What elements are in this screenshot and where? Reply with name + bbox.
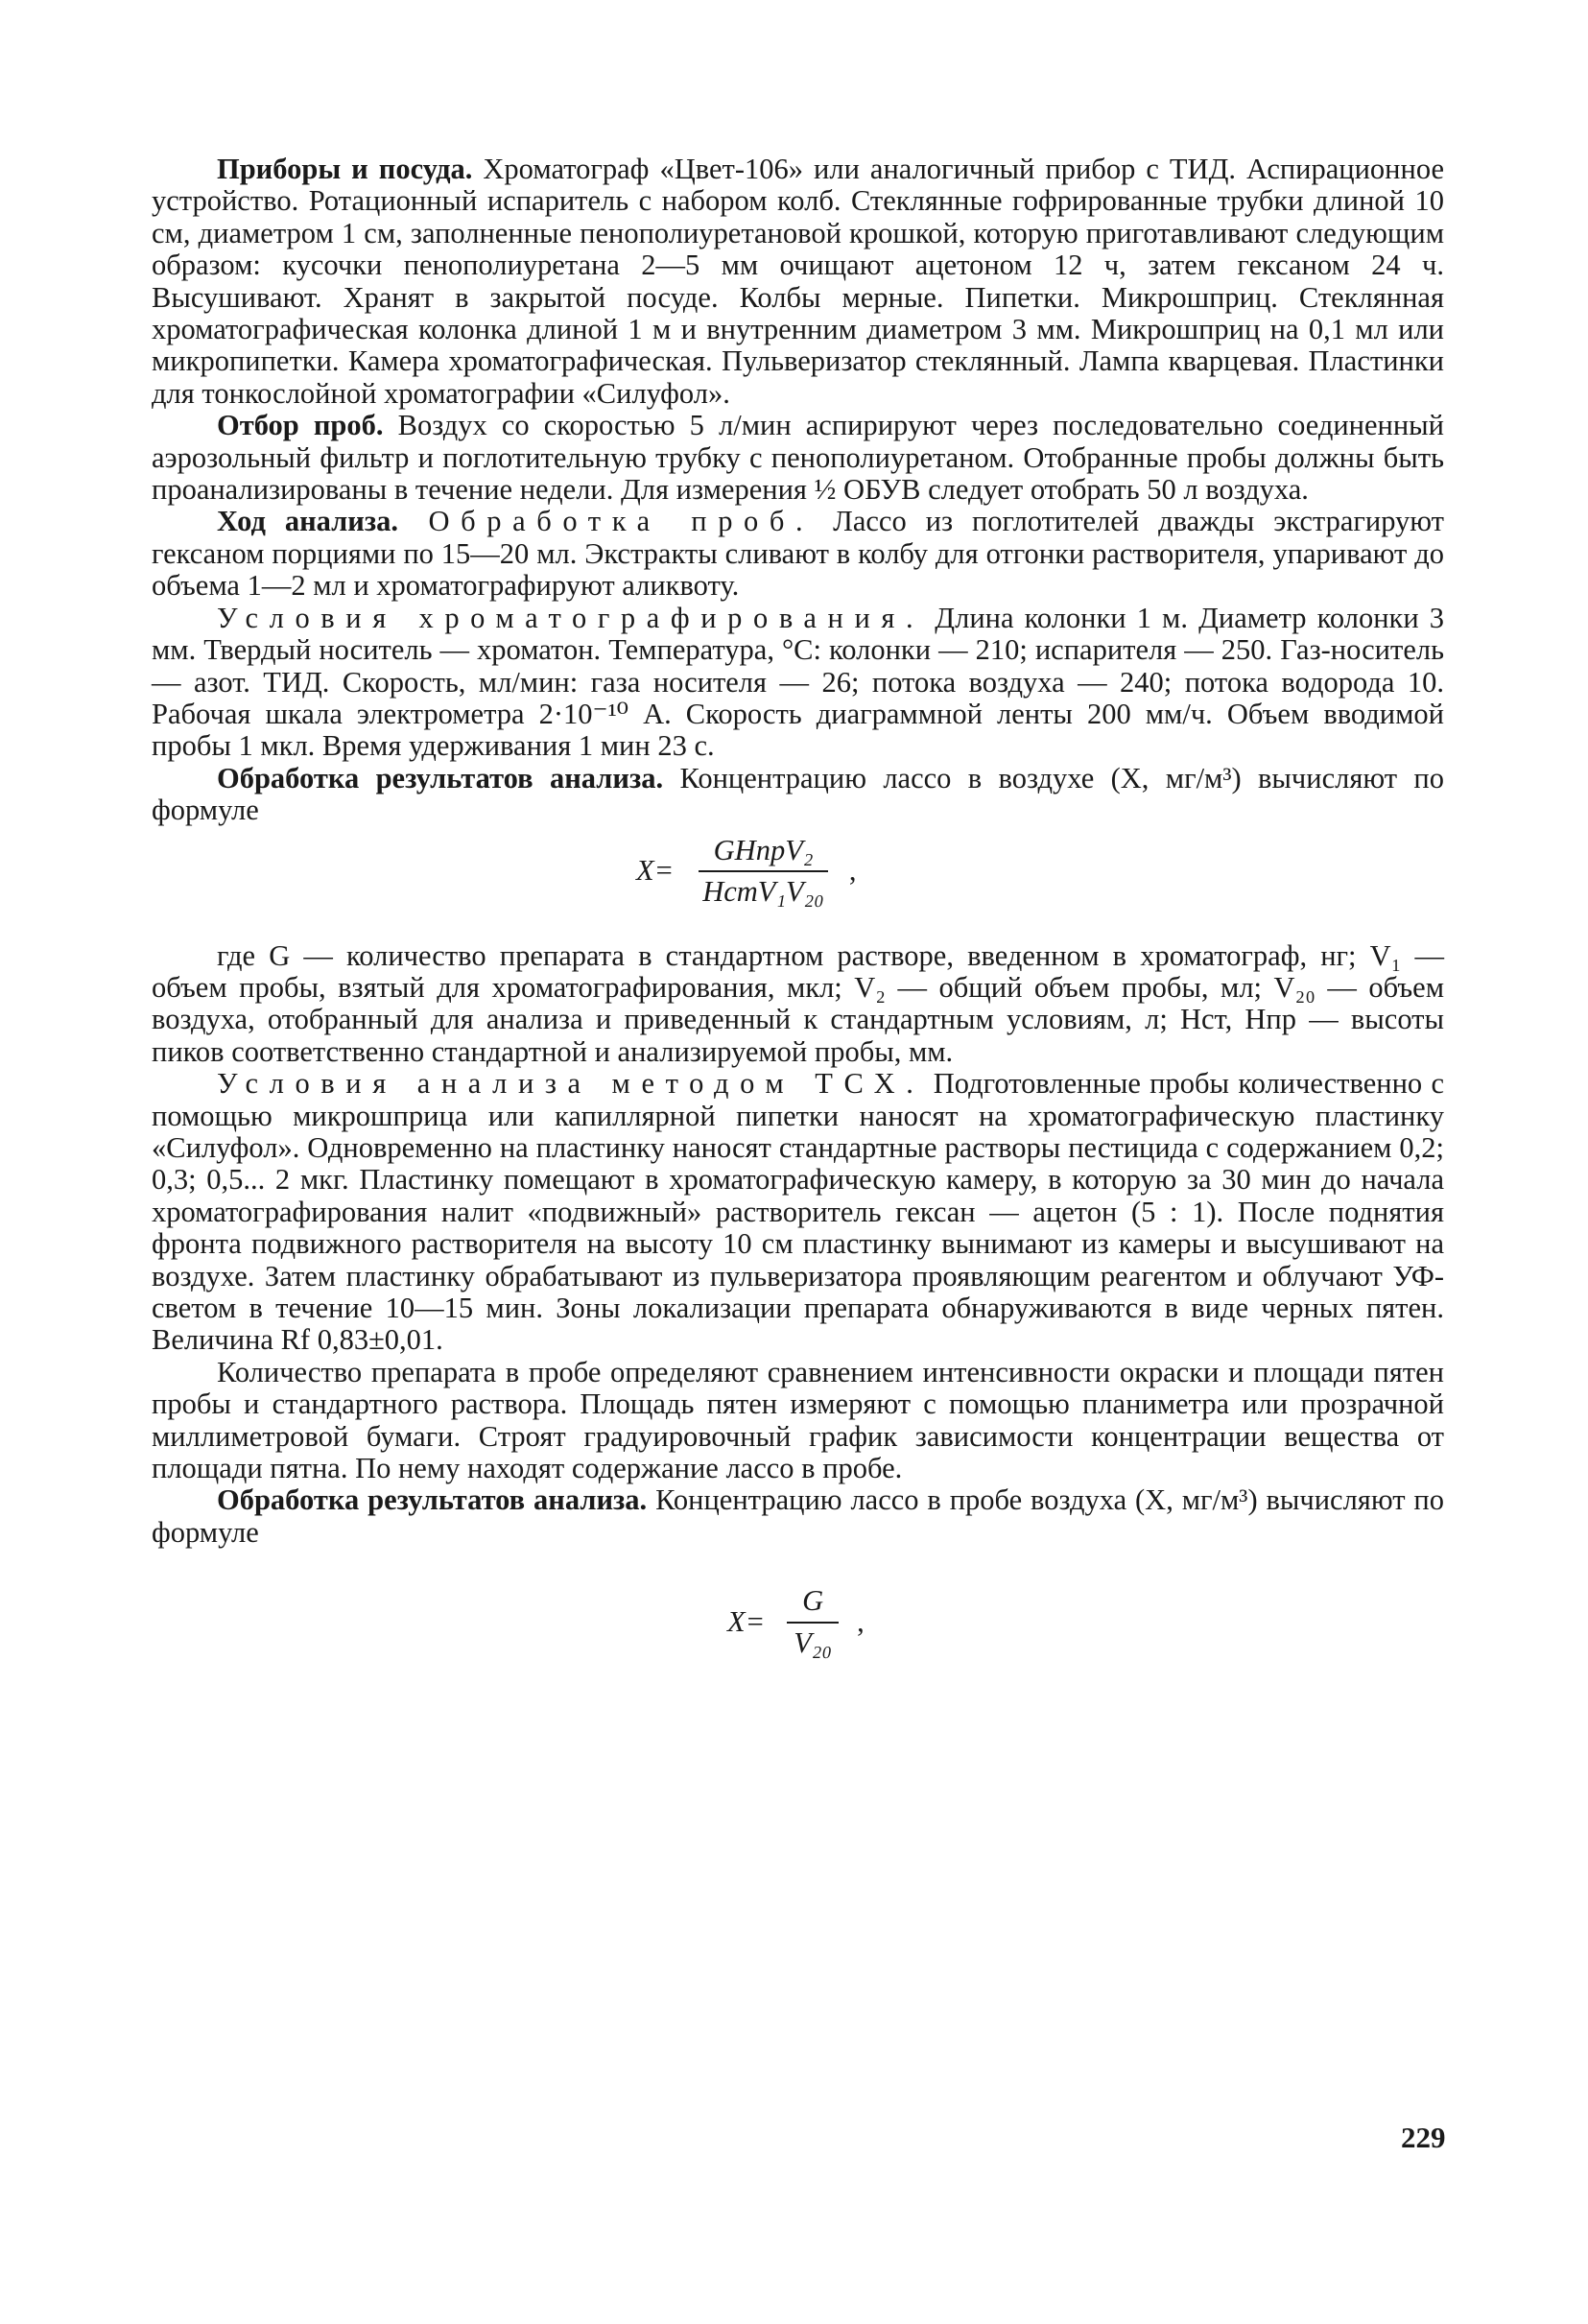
subheading-sample-processing: Обработка проб. bbox=[398, 505, 815, 538]
subheading-tlc-conditions: Условия анализа методом ТСХ. bbox=[217, 1067, 925, 1101]
body-text bbox=[152, 154, 1444, 1719]
text-sampling: Воздух со скоростью 5 л/мин аспирируют через последовательно соединенный аэрозольный фильтр и поглотительную трубку с пенополиуретаном. Отобранные пробы должны быть проанализированы в течение недели. Для измерения ½ ОБУВ следует отобрать 50 л воздуха. bbox=[152, 409, 1444, 507]
subheading-chromatography-conditions: Условия хроматографирования. bbox=[217, 601, 925, 634]
formula-2-comma: , bbox=[857, 1604, 865, 1638]
formula-1-denominator: HстV₁V₂₀ bbox=[702, 874, 824, 908]
paragraph-equipment bbox=[152, 154, 1444, 410]
formula-1-lhs: X= bbox=[636, 854, 675, 888]
text-results-2: Концентрацию лассо в пробе воздуха (X, мг/м³) вычисляют по формуле bbox=[152, 1483, 1444, 1549]
heading-equipment: Приборы и посуда. bbox=[217, 153, 473, 185]
text-tlc-conditions: Подготовленные пробы количественно с помощью микрошприца или капиллярной пипетки наносят на хроматографическую пластинку «Силуфол». Одновременно на пластинку наносят стандартные растворы пестицида с содержанием 0,2; 0,3; 0,5... 2 мкг. Пластинку помещают в хроматографическую камеру, в которую за 30 мин до начала хроматографирования налит «подвижный» растворитель гексан — ацетон (5 : 1). После поднятия фронта подвижного растворителя на высоту 10 см пластинку вынимают из камеры и высушивают на воздухе. Затем пластинку обрабатывают из пульверизатора проявляющим реагентом и облучают УФ-светом в течение 10—15 мин. Зоны локализации препарата обнаруживаются в виде черных пятен. Величина Rf 0,83±0,01. bbox=[152, 1067, 1444, 1357]
text-results-1: Концентрацию лассо в воздухе (X, мг/м³) вычисляют по формуле bbox=[152, 761, 1444, 827]
formula-2 bbox=[152, 1576, 1444, 1719]
text-chromatography-conditions: Длина колонки 1 м. Диаметр колонки 3 мм. Твердый носитель — хроматон. Температура, °С: колонки — 210; испарителя — 250. Газ-носитель — азот. ТИД. Скорость, мл/мин: газа носителя — 26; потока воздуха — 240; потока водорода 10. Рабочая шкала электрометра 2·10⁻¹⁰ А. Скорость диаграммной ленты 200 мм/ч. Объем вводимой пробы 1 мкл. Время удерживания 1 мин 23 с. bbox=[152, 601, 1444, 763]
page-number: 229 bbox=[1401, 2121, 1446, 2154]
formula-1 bbox=[152, 827, 1444, 940]
heading-results-2: Обработка результатов анализа. bbox=[217, 1483, 648, 1517]
paragraph-quantification bbox=[152, 1357, 1444, 1485]
formula-1-numerator: GHпрV₂ bbox=[699, 835, 829, 872]
paragraph-results-2 bbox=[152, 1484, 1444, 1549]
heading-results-1: Обработка результатов анализа. bbox=[217, 761, 664, 794]
text-equipment: Хроматограф «Цвет-106» или аналогичный прибор с ТИД. Аспирационное устройство. Ротационный испаритель с набором колб. Стеклянные гофрированные трубки длиной 10 см, диаметром 1 см, заполненные пенополиуретановой крошкой, которую приготавливают следующим образом: кусочки пенополиуретана 2—5 мм очищают ацетоном 12 ч, затем гексаном 24 ч. Высушивают. Хранят в закрытой посуде. Колбы мерные. Пипетки. Микрошприц. Стеклянная хроматографическая колонка длиной 1 м и внутренним диаметром 3 мм. Микрошприц на 0,1 мл или микропипетки. Камера хроматографическая. Пульверизатор стеклянный. Лампа кварцевая. Пластинки для тонкослойной хроматографии «Силуфол». bbox=[152, 153, 1444, 410]
paragraph-sampling bbox=[152, 410, 1444, 506]
paragraph-tlc-conditions bbox=[152, 1068, 1444, 1357]
formula-2-numerator: G bbox=[787, 1585, 839, 1623]
paragraph-variable-definitions bbox=[152, 940, 1444, 1069]
text-quantification: Количество препарата в пробе определяют сравнением интенсивности окраски и площади пятен пробы и стандартного раствора. Площадь пятен измеряют с помощью планиметра или прозрачной миллиметровой бумаги. Строят градуировочный график зависимости концентрации вещества от площади пятна. По нему находят содержание лассо в пробе. bbox=[152, 1355, 1444, 1485]
text-variable-definitions: где G — количество препарата в стандартном растворе, введенном в хроматограф, нг; V₁ — объем пробы, взятый для хроматографирования, мкл; V₂ — общий объем пробы, мл; V₂₀ — объем воздуха, отобранный для анализа и приведенный к стандартным условиям, л; Hст, Hпр — высоты пиков соответственно стандартной и анализируемой пробы, мм. bbox=[152, 938, 1444, 1068]
paragraph-results-1 bbox=[152, 763, 1444, 827]
formula-1-comma: , bbox=[848, 854, 857, 888]
text-analysis: Лассо из поглотителей дважды экстрагируют гексаном порциями по 15—20 мл. Экстракты сливают в колбу для отгонки растворителя, упаривают до объема 1—2 мл и хроматографируют аликвоту. bbox=[152, 505, 1445, 603]
paragraph-analysis bbox=[152, 506, 1444, 602]
formula-2-denominator: V₂₀ bbox=[794, 1625, 833, 1659]
formula-2-lhs: X= bbox=[727, 1604, 766, 1638]
heading-analysis: Ход анализа. bbox=[217, 505, 398, 538]
heading-sampling: Отбор проб. bbox=[217, 409, 384, 442]
paragraph-chromatography-conditions bbox=[152, 603, 1444, 763]
